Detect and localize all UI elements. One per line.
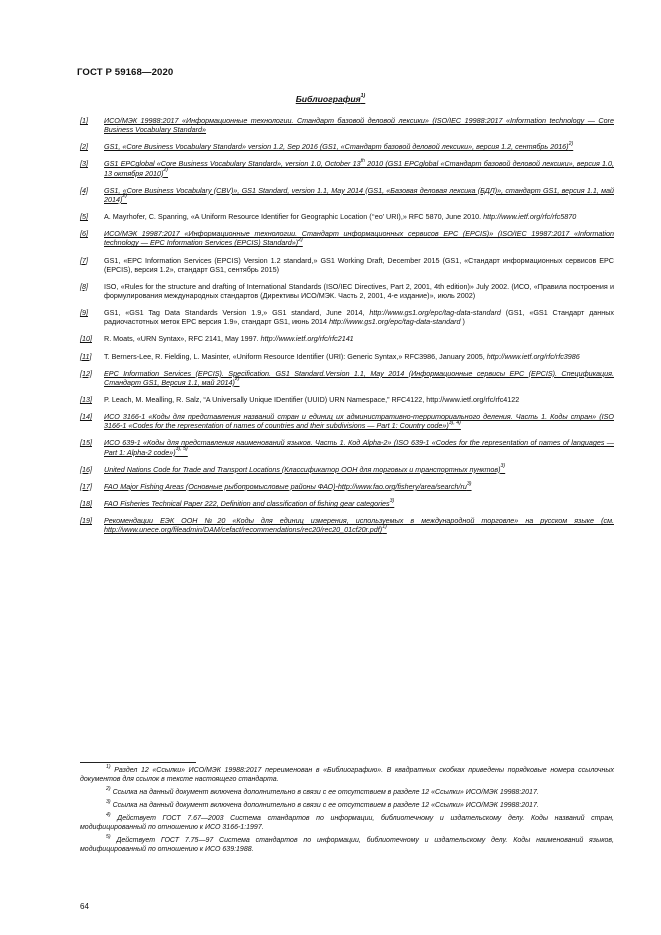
bib-entry-body: ИСО/МЭК 19988:2017 «Информационные технологии. Стандарт базовой деловой лексики» (ISO/IEC 19988:2017 «Information technology — Core Business Vocabulary Standard» (104, 116, 614, 135)
bib-entry-note: 3), 5) (175, 446, 188, 453)
bib-entry-number: [14] (80, 412, 92, 422)
bib-entry (80, 369, 614, 387)
bib-entry-text (104, 516, 614, 534)
bib-entry-body: P. Leach, M. Mealling, R. Salz, “A Universally Unique IDentifier (UUID) URN Namespace,” RFC4122, http://www.ietf.org/rfc/rfc4122 (104, 395, 520, 404)
page-number: 64 (80, 902, 89, 911)
bib-entry-number: [4] (80, 185, 88, 195)
bibliography-list (80, 116, 614, 543)
bib-entry (80, 186, 614, 204)
bibliography-title (0, 94, 661, 104)
bib-entry-number: [5] (80, 212, 88, 222)
bib-entry-body: GS1 EPCglobal «Core Business Vocabulary Standard», version 1.0, October 13 (104, 159, 361, 169)
bib-entry-note: 2) (163, 167, 169, 174)
bib-entry-body: FAO Fisheries Technical Paper 222, Definition and classification of fishing gear categories (104, 499, 390, 509)
bib-entry-note: 3) (500, 463, 506, 470)
bib-entry (80, 395, 614, 404)
bib-entry (80, 159, 614, 177)
bib-entry-body: ISO, «Rules for the structure and drafting of International Standards (ISO/IEC Directives, Part 2, 2001, 4th edition)» July 2002. (ИСО, «Правила построения и формулирования международных стандартов (Директивы ИСО/МЭК. Часть 2, 2001, 4-е издание)», июль 2002) (104, 281, 614, 300)
bib-entry-text (104, 334, 614, 343)
footnote-text: Ссылка на данный документ включена дополнительно в связи с ее отсутствием в разделе 12 «Ссылки» ИСО/МЭК 19988:2017. (112, 802, 539, 809)
bib-entry-superscript: th (360, 158, 365, 165)
bib-entry-number: [2] (80, 142, 88, 152)
bib-entry (80, 256, 614, 274)
bib-entry-text (104, 159, 614, 177)
bib-entry (80, 516, 614, 534)
footnote (80, 798, 614, 810)
footnote-divider (80, 762, 196, 763)
footnote-mark: 5) (106, 833, 111, 840)
bib-entry-note: 3) (389, 497, 395, 504)
footnote (80, 811, 615, 832)
bib-entry-text (104, 212, 614, 221)
bib-entry-text (104, 229, 614, 247)
bibliography-title-text: Библиография (295, 94, 361, 104)
bib-entry-number: [16] (80, 464, 92, 474)
bib-entry (80, 308, 614, 326)
bib-entry-text (104, 186, 614, 204)
bib-entry (80, 212, 614, 221)
bib-entry-number: [3] (80, 159, 88, 169)
bib-entry-text (104, 499, 614, 508)
bib-entry (80, 142, 614, 151)
bib-entry (80, 482, 614, 491)
footnotes (80, 763, 615, 858)
footnote-text: Действует ГОСТ 7.75—97 Система стандартов по информации, библиотечному и издательскому делу. Коды наименований языков, модифицированный по отношению к ИСО 639:1988. (80, 837, 614, 853)
bib-entry-text (104, 282, 614, 300)
footnote-text: Ссылка на данный документ включена дополнительно в связи с ее отсутствием в разделе 12 «Ссылки» ИСО/МЭК 19988:2017. (112, 789, 539, 796)
bib-entry-note: 1) (382, 524, 387, 531)
bib-entry (80, 116, 614, 134)
footnote-mark: 4) (106, 811, 111, 818)
bib-entry-body: (GS1, «GS1 Стандарт данных радиочастотных меток EPC версия 1.9», стандарт GS1, июнь 2014 (104, 308, 614, 327)
bib-entry-body: ИСО 639-1 «Коды для представления наименований языков. Часть 1. Код Alpha-2» (ISO 639-1 «Codes for the representation of names of languages — Part 1: Alpha-2 code») (104, 438, 614, 457)
bib-entry-number: [15] (80, 438, 92, 448)
document-header: ГОСТ Р 59168—2020 (77, 67, 174, 78)
bib-entry-body: ИСО/МЭК 19987:2017 «Информационные технологии. Стандарт информационных сервисов EPC (EPCIS)» (ISO/IEC 19987:2017 «Information technology — EPC Information Services (EPCIS) Standard») (104, 229, 614, 248)
bib-entry-number: [12] (80, 368, 92, 378)
bib-entry-link[interactable]: http://www.ietf.org/rfc/rfc2141 (260, 334, 354, 344)
bib-entry (80, 334, 614, 343)
bib-entry-link[interactable]: http://www.gs1.org/epc/tag-data-standard (369, 308, 501, 318)
bib-entry-note: 3) (466, 480, 472, 487)
bib-entry-text (104, 438, 614, 456)
bib-entry-note: 2) (298, 236, 303, 243)
bib-entry-body: United Nations Code for Trade and Transport Locations (Классификатор ООН для торговых и транспортных пунктов) (104, 464, 501, 474)
footnote (80, 833, 614, 854)
bib-entry-body: 2010 (GS1 EPCglobal «Стандарт базовой деловой лексики», версия 1.0, 13 октября 2010) (104, 159, 614, 178)
bib-entry-text (104, 308, 614, 326)
bib-entry-body: GS1, «GS1 Tag Data Standards Version 1.9,» GS1 standard, June 2014, (104, 308, 370, 318)
bib-entry-number: [10] (80, 334, 92, 344)
bib-entry-text (104, 142, 614, 151)
bib-entry-number: [7] (80, 255, 88, 265)
bib-entry-link[interactable]: http://www.ietf.org/rfc/rfc5870 (483, 212, 577, 222)
bib-entry-text (104, 412, 614, 430)
bib-entry (80, 282, 614, 300)
bib-entry-body: ИСО 3166-1 «Коды для представления названий стран и единиц их административно-территориального деления. Часть 1. Коды стран» (ISO 3166-1 «Codes for the representation of names of countries and their subdivisions — Part 1: Country code») (104, 412, 614, 431)
footnote-text: Раздел 12 «Ссылки» ИСО/МЭК 19988:2017 переименован в «Библиографию». В квадратных скобках приведены порядковые номера ссылочных документов для ссылок в тексте настоящего стандарта. (80, 767, 614, 783)
bib-entry (80, 465, 614, 474)
bib-entry (80, 352, 614, 361)
bib-entry-note: 2) (122, 193, 128, 200)
bib-entry-note: 2) (568, 140, 574, 147)
bib-entry-text (104, 352, 614, 361)
bib-entry (80, 438, 614, 456)
bib-entry (80, 229, 614, 247)
bib-entry-note: 2) (234, 376, 240, 383)
bib-entry-number: [13] (80, 395, 92, 404)
bib-entry-body: ) (460, 317, 465, 327)
bib-entry-body: A. Mayrhofer, C. Spanring, «A Uniform Resource Identifier for Geographic Location (‘‘eo’ URI),» RFC 5870, June 2010. (104, 212, 482, 222)
bib-entry-text (104, 482, 614, 491)
bib-entry-number: [11] (80, 351, 92, 361)
bib-entry-number: [19] (80, 516, 92, 526)
bib-entry-body: T. Berners-Lee, R. Fielding, L. Masinter, «Uniform Resource Identifier (URI): Generic Syntax,» RFC3986, January 2005, (104, 351, 485, 361)
bib-entry-number: [9] (80, 308, 88, 318)
bib-entry-note: 3), 4) (448, 419, 461, 426)
bib-entry-text (104, 369, 614, 387)
bib-entry-body: GS1, «Core Business Vocabulary (CBV)», GS1 Standard, version 1.1, May 2014 (GS1, «Базовая деловая лексика (БДЛ)», стандарт GS1, версия 1.1, май 2014) (104, 185, 614, 204)
bib-entry-text (104, 116, 614, 134)
bib-entry-body: R. Moats, «URN Syntax», RFC 2141, May 1997. (104, 334, 259, 344)
bibliography-title-note: 1) (360, 93, 366, 100)
bib-entry-body: EPC Information Services (EPCIS). Specification. GS1 Standard.Version 1.1, May 2014 (Информационные сервисы EPC (EPCIS). Спецификация. Стандарт GS1, Версия 1.1, май 2014) (104, 368, 614, 387)
bib-entry-link[interactable]: http://www.ietf.org/rfc/rfc3986 (486, 351, 580, 361)
footnote (80, 763, 614, 784)
bib-entry-body: GS1, «Core Business Vocabulary Standard» version 1.2, Sep 2016 (GS1, «Стандарт базовой деловой лексики», версия 1.2, сентябрь 2016) (104, 142, 569, 152)
bib-entry-number: [18] (80, 499, 92, 509)
bib-entry-number: [6] (80, 229, 88, 239)
footnote-mark: 2) (106, 785, 111, 792)
bib-entry-number: [17] (80, 481, 92, 491)
bib-entry (80, 412, 614, 430)
bib-entry-text (104, 465, 614, 474)
footnote-mark: 3) (106, 798, 111, 805)
footnote-text: Действует ГОСТ 7.67—2003 Система стандартов по информации, библиотечному и издательскому делу. Коды названий стран, модифицированный по отношению к ИСО 3166-1:1997. (80, 815, 615, 831)
footnote-mark: 1) (106, 763, 111, 770)
bib-entry-link[interactable]: http://www.gs1.org/epc/tag-data-standard (329, 317, 461, 327)
bib-entry-body: FAO Major Fishing Areas (Основные рыбопромысловые районы ФАО)-http://www.fao.org/fishery/area/search/ru (104, 481, 467, 491)
bib-entry-text (104, 256, 614, 274)
bib-entry-number: [8] (80, 281, 88, 291)
footnote (80, 785, 614, 797)
bib-entry-body: Рекомендации ЕЭК ООН №20 «Коды для единиц измерения, используемых в международной торговле» на русском языке (см. http://www.unece.org/fileadmin/DAM/cefact/recommendations/rec20/rec20_01cf20r.pdf) (104, 516, 614, 535)
bib-entry-body: GS1, «EPC Information Services (EPCIS) Version 1.2 standard,» GS1 Working Draft, December 2015 (GS1, «Стандарт информационных сервисов EPC (EPCIS), версия 1.2», стандарт GS1, сентябрь 2015) (104, 255, 614, 274)
bib-entry (80, 499, 614, 508)
bib-entry-number: [1] (80, 116, 88, 125)
bib-entry-text (104, 395, 614, 404)
